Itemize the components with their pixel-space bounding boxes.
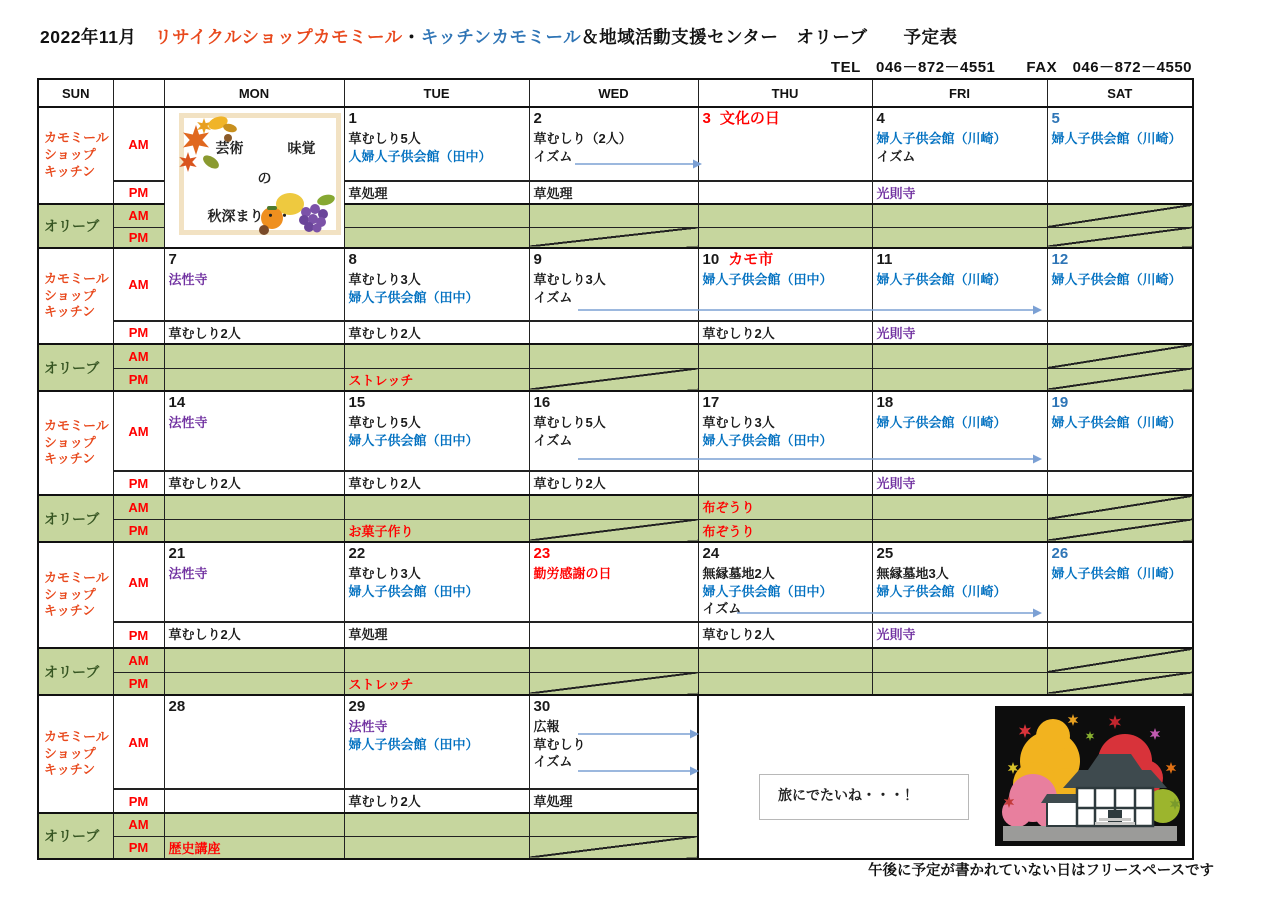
holiday-label: 文化の日 bbox=[719, 110, 780, 127]
schedule-entry: 勤労感謝の日 bbox=[533, 566, 612, 582]
row-label-olive: オリーブ bbox=[38, 813, 113, 859]
schedule-entry: 草処理 bbox=[533, 186, 573, 201]
day-number: 16 bbox=[533, 394, 551, 411]
olive-am-cell-w5-wed bbox=[529, 813, 698, 836]
am-cell-w4-mon bbox=[164, 542, 344, 622]
schedule-entry: 婦人子供会館（川崎） bbox=[876, 272, 1007, 288]
olive-am-cell-w5-tue bbox=[344, 813, 529, 836]
schedule-entry: 草処理 bbox=[348, 186, 388, 201]
olive-am-cell-w2-mon bbox=[164, 344, 344, 368]
schedule-entry: 草むしり2人 bbox=[348, 476, 421, 491]
olive-pm-cell-w1-thu bbox=[698, 227, 872, 248]
pm-cell-w1-tue bbox=[344, 181, 529, 204]
olive-am-cell-w2-sat bbox=[1047, 344, 1193, 368]
ampm-label-pm: PM bbox=[113, 519, 164, 542]
pm-cell-w3-sat bbox=[1047, 471, 1193, 495]
contact-info: TEL 046－872－4551 FAX 046－872－4550 bbox=[830, 59, 1192, 76]
schedule-entry: 婦人子供会館（川崎） bbox=[1051, 415, 1182, 431]
olive-am-cell-w3-thu bbox=[698, 495, 872, 519]
schedule-entry: イズム bbox=[533, 432, 573, 448]
schedule-entry: 光則寺 bbox=[876, 476, 916, 491]
olive-am-cell-w3-mon bbox=[164, 495, 344, 519]
pm-cell-w4-thu bbox=[698, 622, 872, 648]
olive-pm-cell-w2-mon bbox=[164, 368, 344, 391]
schedule-entry: 草むしり3人 bbox=[702, 415, 775, 431]
olive-am-cell-w3-sat bbox=[1047, 495, 1193, 519]
ampm-label-am: AM bbox=[113, 495, 164, 519]
olive-pm-cell-w1-wed bbox=[529, 227, 698, 248]
kamomile-pm-row-w3 bbox=[38, 471, 1193, 495]
day-number: 2 bbox=[533, 110, 542, 127]
olive-am-cell-w1-wed bbox=[529, 204, 698, 227]
day-number: 4 bbox=[876, 110, 885, 127]
pm-cell-w2-wed bbox=[529, 321, 698, 344]
olive-am-cell-w4-thu bbox=[698, 648, 872, 672]
day-number: 29 bbox=[348, 698, 366, 715]
weekday-header-row bbox=[38, 79, 1193, 107]
schedule-entry: 草むしり（2人） bbox=[533, 131, 632, 147]
day-number: 24 bbox=[702, 545, 720, 562]
day-number: 22 bbox=[348, 545, 366, 562]
pm-cell-w4-wed bbox=[529, 622, 698, 648]
olive-am-cell-w1-fri bbox=[872, 204, 1047, 227]
am-cell-w5-wed bbox=[529, 695, 698, 789]
schedule-entry: 婦人子供会館（田中） bbox=[702, 272, 833, 288]
day-number: 12 bbox=[1051, 251, 1069, 268]
olive-pm-cell-w5-mon bbox=[164, 836, 344, 859]
am-cell-w3-wed bbox=[529, 391, 698, 471]
am-cell-w2-fri bbox=[872, 248, 1047, 321]
schedule-entry: 布ぞうり bbox=[702, 523, 755, 539]
row-label-olive: オリーブ bbox=[38, 495, 113, 542]
ampm-label-am: AM bbox=[113, 204, 164, 227]
schedule-entry: 歴史講座 bbox=[168, 840, 221, 856]
olive-pm-cell-w4-wed bbox=[529, 672, 698, 695]
schedule-entry: 草処理 bbox=[348, 627, 388, 642]
ampm-label-pm: PM bbox=[113, 227, 164, 248]
am-cell-w3-fri bbox=[872, 391, 1047, 471]
am-cell-w4-sat bbox=[1047, 542, 1193, 622]
row-label-kamomile: カモミール ショップ キッチン bbox=[38, 542, 113, 648]
am-cell-w5-tue bbox=[344, 695, 529, 789]
schedule-entry: 婦人子供会館（川崎） bbox=[1051, 272, 1182, 288]
schedule-entry: 草むしり5人 bbox=[348, 415, 421, 431]
pm-cell-w1-wed bbox=[529, 181, 698, 204]
schedule-entry: 草むしり2人 bbox=[533, 476, 606, 491]
pm-cell-w3-mon bbox=[164, 471, 344, 495]
schedule-entry: 婦人子供会館（川崎） bbox=[876, 131, 1007, 147]
schedule-entry: 草むしり5人 bbox=[533, 415, 606, 431]
art-word: の bbox=[257, 170, 272, 186]
pm-cell-w2-sat bbox=[1047, 321, 1193, 344]
olive-pm-cell-w1-sat bbox=[1047, 227, 1193, 248]
olive-am-cell-w1-thu bbox=[698, 204, 872, 227]
kamomile-am-row-w5 bbox=[38, 695, 1193, 789]
olive-pm-cell-w2-sat bbox=[1047, 368, 1193, 391]
kamomile-am-row-w3 bbox=[38, 391, 1193, 471]
olive-am-cell-w4-mon bbox=[164, 648, 344, 672]
olive-am-cell-w2-wed bbox=[529, 344, 698, 368]
ampm-label-am: AM bbox=[113, 344, 164, 368]
day-number: 5 bbox=[1051, 110, 1060, 127]
schedule-entry: 婦人子供会館（田中） bbox=[348, 736, 479, 752]
ampm-label-am: AM bbox=[113, 107, 164, 181]
ampm-label-am: AM bbox=[113, 391, 164, 471]
kamomile-am-row-w4 bbox=[38, 542, 1193, 622]
ampm-label-pm: PM bbox=[113, 181, 164, 204]
schedule-entry: 光則寺 bbox=[876, 326, 916, 341]
olive-pm-cell-w2-wed bbox=[529, 368, 698, 391]
day-number: 28 bbox=[168, 698, 186, 715]
olive-pm-cell-w3-tue bbox=[344, 519, 529, 542]
olive-pm-cell-w5-tue bbox=[344, 836, 529, 859]
olive-pm-cell-w2-tue bbox=[344, 368, 529, 391]
olive-pm-cell-w4-thu bbox=[698, 672, 872, 695]
olive-pm-row-w2 bbox=[38, 368, 1193, 391]
day-number: 11 bbox=[876, 251, 893, 268]
schedule-entry: 光則寺 bbox=[876, 186, 916, 201]
day-number: 25 bbox=[876, 545, 894, 562]
olive-pm-row-w4 bbox=[38, 672, 1193, 695]
olive-am-cell-w3-wed bbox=[529, 495, 698, 519]
pm-cell-w1-fri bbox=[872, 181, 1047, 204]
schedule-table bbox=[37, 78, 1194, 860]
olive-pm-cell-w3-sat bbox=[1047, 519, 1193, 542]
row-label-kamomile: カモミール ショップ キッチン bbox=[38, 695, 113, 813]
olive-pm-cell-w4-sat bbox=[1047, 672, 1193, 695]
day-number: 18 bbox=[876, 394, 894, 411]
am-cell-w3-sat bbox=[1047, 391, 1193, 471]
schedule-entry: 婦人子供会館（田中） bbox=[702, 432, 833, 448]
art-word: 味覚 bbox=[287, 140, 316, 156]
schedule-entry: お菓子作り bbox=[348, 523, 414, 539]
olive-am-cell-w1-tue bbox=[344, 204, 529, 227]
am-cell-w4-fri bbox=[872, 542, 1047, 622]
schedule-entry: 草むしり3人 bbox=[348, 272, 421, 288]
schedule-entry: 広報 bbox=[533, 719, 560, 735]
schedule-entry: 草むしり5人 bbox=[348, 131, 421, 147]
schedule-entry: 草むしり2人 bbox=[348, 794, 421, 809]
am-cell-w3-mon bbox=[164, 391, 344, 471]
olive-am-cell-w3-tue bbox=[344, 495, 529, 519]
day-number: 7 bbox=[168, 251, 177, 268]
pm-cell-w3-thu bbox=[698, 471, 872, 495]
kamomile-pm-row-w4 bbox=[38, 622, 1193, 648]
pm-cell-w4-fri bbox=[872, 622, 1047, 648]
schedule-entry: 法性寺 bbox=[168, 272, 208, 288]
ampm-label-am: AM bbox=[113, 813, 164, 836]
olive-am-cell-w4-fri bbox=[872, 648, 1047, 672]
am-cell-w4-wed bbox=[529, 542, 698, 622]
title-rest: ＆地域活動支援センター オリーブ 予定表 bbox=[581, 27, 958, 47]
pm-cell-w4-sat bbox=[1047, 622, 1193, 648]
schedule-entry: 草むしり2人 bbox=[702, 627, 775, 642]
schedule-entry: 草むしり2人 bbox=[348, 326, 421, 341]
schedule-entry: ストレッチ bbox=[348, 676, 414, 692]
autumn-art-card bbox=[179, 113, 341, 235]
art-word: 秋深まり・・ bbox=[207, 208, 292, 224]
schedule-entry: イズム bbox=[876, 148, 916, 164]
ampm-label-am: AM bbox=[113, 248, 164, 321]
day-number: 17 bbox=[702, 394, 720, 411]
schedule-entry: 婦人子供会館（田中） bbox=[702, 583, 833, 599]
weekday-header-sat: SAT bbox=[1047, 79, 1193, 107]
day-number: 10 bbox=[702, 251, 720, 268]
olive-am-row-w4 bbox=[38, 648, 1193, 672]
pm-cell-w1-sat bbox=[1047, 181, 1193, 204]
schedule-entry: 婦人子供会館（田中） bbox=[348, 432, 479, 448]
olive-pm-cell-w5-wed bbox=[529, 836, 698, 859]
schedule-entry: イズム bbox=[533, 754, 573, 770]
olive-am-cell-w5-mon bbox=[164, 813, 344, 836]
am-cell-w4-thu bbox=[698, 542, 872, 622]
olive-pm-cell-w1-fri bbox=[872, 227, 1047, 248]
schedule-entry: 人婦人子供会館（田中） bbox=[348, 148, 492, 164]
kamomile-pm-row-w2 bbox=[38, 321, 1193, 344]
schedule-entry: 草むしり bbox=[533, 736, 586, 752]
art-card-cell bbox=[164, 107, 344, 248]
schedule-entry: 草むしり2人 bbox=[702, 326, 775, 341]
am-cell-w3-tue bbox=[344, 391, 529, 471]
pm-cell-w1-thu bbox=[698, 181, 872, 204]
pm-cell-w2-fri bbox=[872, 321, 1047, 344]
ampm-label-pm: PM bbox=[113, 789, 164, 813]
schedule-entry: イズム bbox=[702, 601, 742, 617]
pm-cell-w2-tue bbox=[344, 321, 529, 344]
schedule-entry: 無縁墓地3人 bbox=[876, 566, 949, 582]
ampm-label-pm: PM bbox=[113, 672, 164, 695]
free-space-cell bbox=[698, 695, 1193, 859]
schedule-entry: 婦人子供会館（川崎） bbox=[1051, 566, 1182, 582]
olive-pm-cell-w4-mon bbox=[164, 672, 344, 695]
olive-am-cell-w4-tue bbox=[344, 648, 529, 672]
holiday-label: カモ市 bbox=[728, 251, 774, 268]
am-cell-w1-tue bbox=[344, 107, 529, 181]
day-number: 23 bbox=[533, 545, 551, 562]
travel-note: 旅にでたいね・・・！ bbox=[759, 774, 969, 820]
weekday-header-mon: MON bbox=[164, 79, 344, 107]
am-cell-w2-mon bbox=[164, 248, 344, 321]
pm-cell-w3-wed bbox=[529, 471, 698, 495]
am-cell-w4-tue bbox=[344, 542, 529, 622]
day-number: 30 bbox=[533, 698, 551, 715]
day-number: 21 bbox=[168, 545, 186, 562]
schedule-entry: 婦人子供会館（川崎） bbox=[876, 583, 1007, 599]
olive-am-cell-w2-thu bbox=[698, 344, 872, 368]
ampm-label-pm: PM bbox=[113, 622, 164, 648]
pm-cell-w2-thu bbox=[698, 321, 872, 344]
title-kitchen: キッチンカモミール bbox=[420, 27, 582, 47]
schedule-entry: 光則寺 bbox=[876, 627, 916, 642]
am-cell-w3-thu bbox=[698, 391, 872, 471]
title-shop: リサイクルショップカモミール bbox=[154, 27, 403, 47]
olive-am-cell-w4-sat bbox=[1047, 648, 1193, 672]
weekday-header-sun: SUN bbox=[38, 79, 113, 107]
schedule-entry: イズム bbox=[533, 289, 573, 305]
weekday-header-thu: THU bbox=[698, 79, 872, 107]
am-cell-w2-sat bbox=[1047, 248, 1193, 321]
schedule-entry: 草むしり3人 bbox=[348, 566, 421, 582]
row-label-olive: オリーブ bbox=[38, 344, 113, 391]
art-word: 芸術 bbox=[215, 140, 244, 156]
schedule-entry: 婦人子供会館（田中） bbox=[348, 583, 479, 599]
pm-cell-w5-tue bbox=[344, 789, 529, 813]
schedule-entry: 法性寺 bbox=[168, 566, 208, 582]
olive-pm-cell-w1-tue bbox=[344, 227, 529, 248]
ampm-label-pm: PM bbox=[113, 321, 164, 344]
olive-pm-row-w3 bbox=[38, 519, 1193, 542]
weekday-header-tue: TUE bbox=[344, 79, 529, 107]
ampm-label-am: AM bbox=[113, 695, 164, 789]
row-label-olive: オリーブ bbox=[38, 204, 113, 248]
page-title bbox=[40, 24, 958, 49]
maple-leaf-icon bbox=[179, 152, 196, 172]
olive-am-cell-w2-fri bbox=[872, 344, 1047, 368]
row-label-kamomile: カモミール ショップ キッチン bbox=[38, 248, 113, 344]
title-dot: ・ bbox=[402, 27, 421, 47]
schedule-entry: 法性寺 bbox=[348, 719, 388, 735]
schedule-entry: 草むしり3人 bbox=[533, 272, 606, 288]
pm-cell-w3-fri bbox=[872, 471, 1047, 495]
am-cell-w2-thu bbox=[698, 248, 872, 321]
ampm-label-pm: PM bbox=[113, 836, 164, 859]
pm-cell-w2-mon bbox=[164, 321, 344, 344]
am-cell-w2-tue bbox=[344, 248, 529, 321]
am-cell-w1-sat bbox=[1047, 107, 1193, 181]
day-number: 19 bbox=[1051, 394, 1069, 411]
schedule-entry: 布ぞうり bbox=[702, 500, 755, 515]
schedule-entry: イズム bbox=[533, 148, 573, 164]
schedule-entry: 草処理 bbox=[533, 794, 573, 809]
olive-pm-cell-w4-fri bbox=[872, 672, 1047, 695]
schedule-entry: 婦人子供会館（川崎） bbox=[876, 415, 1007, 431]
day-number: 1 bbox=[348, 110, 357, 127]
footer-note: 午後に予定が書かれていない日はフリースペースです bbox=[868, 863, 1214, 879]
pm-cell-w5-wed bbox=[529, 789, 698, 813]
row-label-kamomile: カモミール ショップ キッチン bbox=[38, 107, 113, 204]
pm-cell-w4-tue bbox=[344, 622, 529, 648]
schedule-entry: 草むしり2人 bbox=[168, 326, 241, 341]
olive-am-cell-w1-sat bbox=[1047, 204, 1193, 227]
ampm-label-pm: PM bbox=[113, 368, 164, 391]
olive-pm-cell-w3-wed bbox=[529, 519, 698, 542]
olive-am-row-w2 bbox=[38, 344, 1193, 368]
schedule-entry: 無縁墓地2人 bbox=[702, 566, 775, 582]
day-number: 15 bbox=[348, 394, 366, 411]
weekday-header-ampm bbox=[113, 79, 164, 107]
kamomile-am-row-w2 bbox=[38, 248, 1193, 321]
ampm-label-pm: PM bbox=[113, 471, 164, 495]
row-label-olive: オリーブ bbox=[38, 648, 113, 695]
olive-pm-cell-w3-fri bbox=[872, 519, 1047, 542]
schedule-entry: ストレッチ bbox=[348, 372, 414, 388]
schedule-entry: 草むしり2人 bbox=[168, 476, 241, 491]
olive-pm-cell-w2-thu bbox=[698, 368, 872, 391]
pm-cell-w5-mon bbox=[164, 789, 344, 813]
day-number: 14 bbox=[168, 394, 186, 411]
olive-am-row-w3 bbox=[38, 495, 1193, 519]
am-cell-w1-fri bbox=[872, 107, 1047, 181]
day-number: 8 bbox=[348, 251, 357, 268]
olive-pm-cell-w2-fri bbox=[872, 368, 1047, 391]
title-month: 2022年11月 bbox=[40, 27, 137, 47]
weekday-header-fri: FRI bbox=[872, 79, 1047, 107]
weekday-header-wed: WED bbox=[529, 79, 698, 107]
day-number: 9 bbox=[533, 251, 542, 268]
autumn-temple-illustration bbox=[995, 706, 1185, 846]
olive-pm-cell-w3-mon bbox=[164, 519, 344, 542]
pm-cell-w3-tue bbox=[344, 471, 529, 495]
day-number: 3 bbox=[702, 110, 711, 127]
ampm-label-am: AM bbox=[113, 648, 164, 672]
am-cell-w5-mon bbox=[164, 695, 344, 789]
olive-pm-cell-w4-tue bbox=[344, 672, 529, 695]
row-label-kamomile: カモミール ショップ キッチン bbox=[38, 391, 113, 495]
schedule-entry: 婦人子供会館（川崎） bbox=[1051, 131, 1182, 147]
schedule-entry: 法性寺 bbox=[168, 415, 208, 431]
schedule-entry: 草むしり2人 bbox=[168, 627, 241, 642]
pm-cell-w4-mon bbox=[164, 622, 344, 648]
olive-am-cell-w4-wed bbox=[529, 648, 698, 672]
kamomile-am-row-w1 bbox=[38, 107, 1193, 181]
olive-am-cell-w3-fri bbox=[872, 495, 1047, 519]
am-cell-w1-wed bbox=[529, 107, 698, 181]
am-cell-w1-thu bbox=[698, 107, 872, 181]
ampm-label-am: AM bbox=[113, 542, 164, 622]
schedule-entry: 婦人子供会館（田中） bbox=[348, 289, 479, 305]
olive-pm-cell-w3-thu bbox=[698, 519, 872, 542]
am-cell-w2-wed bbox=[529, 248, 698, 321]
olive-am-cell-w2-tue bbox=[344, 344, 529, 368]
day-number: 26 bbox=[1051, 545, 1069, 562]
